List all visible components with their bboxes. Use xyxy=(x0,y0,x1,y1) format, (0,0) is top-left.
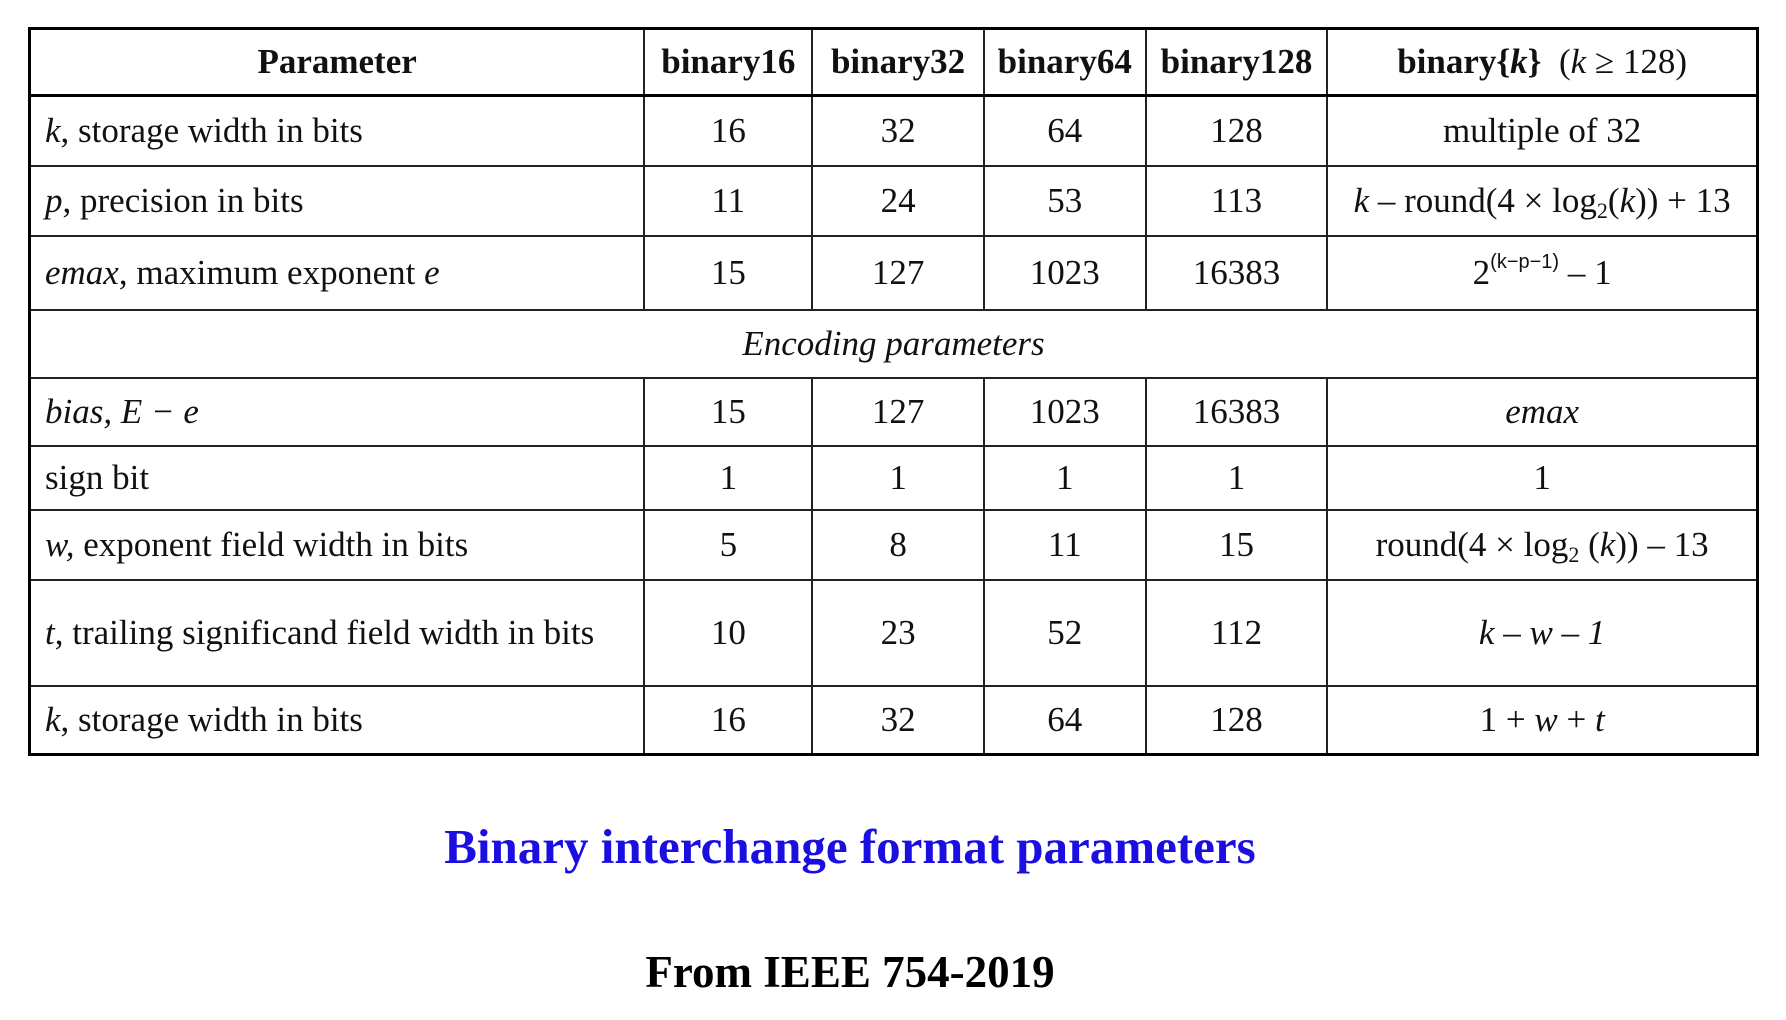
header-binary-k-suffix: } xyxy=(1527,42,1542,81)
caption-title: Binary interchange format parameters xyxy=(444,819,1256,874)
cell-binary64: 53 xyxy=(984,166,1146,236)
cell-binary128: 16383 xyxy=(1146,378,1327,446)
cell-binary32: 127 xyxy=(812,378,983,446)
cell-binary16: 10 xyxy=(644,580,812,686)
cell-binary64: 1 xyxy=(984,446,1146,510)
cell-binary-k: 1 xyxy=(1327,446,1757,510)
cell-binary128: 128 xyxy=(1146,686,1327,755)
table-row-bias xyxy=(30,378,1758,446)
cell-binary-k: 1 + w + t xyxy=(1327,686,1757,755)
cell-binary-k: k – w – 1 xyxy=(1327,580,1757,686)
cell-binary16: 11 xyxy=(644,166,812,236)
cell-binary16: 5 xyxy=(644,510,812,580)
row-label: bias, E − e xyxy=(30,378,645,446)
cell-binary128: 113 xyxy=(1146,166,1327,236)
row-label: p, precision in bits xyxy=(30,166,645,236)
cell-binary16: 1 xyxy=(644,446,812,510)
cell-binary64: 64 xyxy=(984,686,1146,755)
row-label: k, storage width in bits xyxy=(30,686,645,755)
cell-binary128: 1 xyxy=(1146,446,1327,510)
header-binary-k-condition: (k ≥ 128) xyxy=(1558,42,1688,81)
table-row-emax xyxy=(30,236,1758,310)
row-label: w, exponent field width in bits xyxy=(30,510,645,580)
header-binary32: binary32 xyxy=(812,29,983,96)
cell-binary128: 15 xyxy=(1146,510,1327,580)
cell-binary64: 11 xyxy=(984,510,1146,580)
cell-binary32: 23 xyxy=(812,580,983,686)
header-binary-k xyxy=(1327,29,1757,96)
cell-binary32: 32 xyxy=(812,96,983,167)
cell-binary16: 16 xyxy=(644,96,812,167)
cell-binary64: 1023 xyxy=(984,378,1146,446)
table-row-k-storage-width xyxy=(30,96,1758,167)
cell-binary128: 128 xyxy=(1146,96,1327,167)
table-row-w-exponent-width xyxy=(30,510,1758,580)
section-encoding-parameters: Encoding parameters xyxy=(30,310,1758,378)
row-label: sign bit xyxy=(30,446,645,510)
cell-binary16: 15 xyxy=(644,378,812,446)
caption-source: From IEEE 754-2019 xyxy=(645,947,1055,997)
table-row-sign-bit xyxy=(30,446,1758,510)
table-row-k-storage-width-total xyxy=(30,686,1758,755)
cell-binary-k: $2^{(k-p-1)} - 1$ xyxy=(1327,236,1757,310)
row-label: t, trailing significand field width in bits xyxy=(30,580,645,686)
cell-binary32: 24 xyxy=(812,166,983,236)
binary-format-parameters-table xyxy=(28,27,1759,756)
cell-binary-k: multiple of 32 xyxy=(1327,96,1757,167)
cell-binary64: 64 xyxy=(984,96,1146,167)
section-row-encoding xyxy=(30,310,1758,378)
cell-binary128: 16383 xyxy=(1146,236,1327,310)
cell-binary32: 127 xyxy=(812,236,983,310)
table-header-row xyxy=(30,29,1758,96)
cell-binary128: 112 xyxy=(1146,580,1327,686)
cell-binary32: 32 xyxy=(812,686,983,755)
table-row-p-precision xyxy=(30,166,1758,236)
cell-binary-k: k – round(4 × $\log_2(k)) + 13$ xyxy=(1327,166,1757,236)
cell-binary16: 16 xyxy=(644,686,812,755)
cell-binary64: 52 xyxy=(984,580,1146,686)
header-binary16: binary16 xyxy=(644,29,812,96)
cell-binary32: 1 xyxy=(812,446,983,510)
header-binary128: binary128 xyxy=(1146,29,1327,96)
cell-binary64: 1023 xyxy=(984,236,1146,310)
row-label: emax, maximum exponent e xyxy=(30,236,645,310)
header-binary64: binary64 xyxy=(984,29,1146,96)
cell-binary16: 15 xyxy=(644,236,812,310)
header-binary-k-prefix: binary{ xyxy=(1397,42,1511,81)
cell-binary-k: round(4 × $\log_2 (k)) - 13$ xyxy=(1327,510,1757,580)
row-label: k, storage width in bits xyxy=(30,96,645,167)
cell-binary32: 8 xyxy=(812,510,983,580)
header-binary-k-var: k xyxy=(1510,42,1528,81)
cell-binary-k: emax xyxy=(1327,378,1757,446)
table-row-t-trailing-significand xyxy=(30,580,1758,686)
header-parameter: Parameter xyxy=(30,29,645,96)
